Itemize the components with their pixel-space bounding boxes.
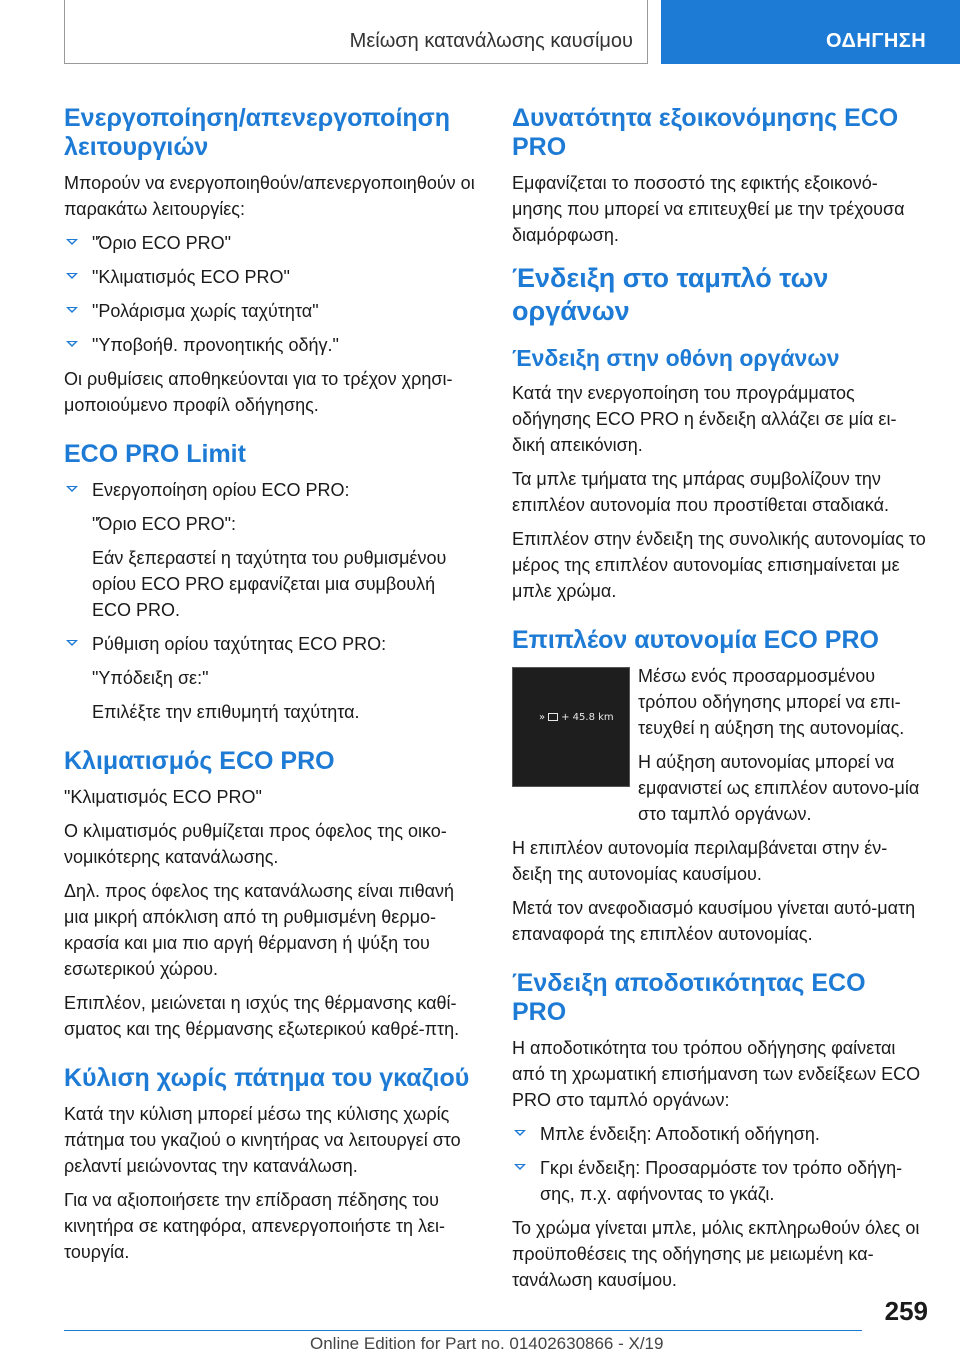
header-title-box xyxy=(64,0,648,64)
paragraph: Εμφανίζεται το ποσοστό της εφικτής εξοικονό-μησης που μπορεί να επιτευχθεί με την τρέχουσα διαμόρφωση. xyxy=(512,173,905,245)
left-column xyxy=(64,100,478,1273)
paragraph: "Κλιματισμός ECO PRO" xyxy=(64,787,262,807)
triangle-bullet-icon xyxy=(66,239,78,245)
heading-instrument-cluster: Ένδειξη στο ταμπλό των οργάνων xyxy=(512,263,829,326)
page-number: 259 xyxy=(884,1296,928,1326)
heading-eco-pro-limit: ECO PRO Limit xyxy=(64,440,246,468)
paragraph: Η αύξηση αυτονομίας μπορεί να εμφανιστεί ως επιπλέον αυτονο-μία στο ταμπλό οργάνων. xyxy=(638,752,920,824)
list-item: "Υποβοήθ. προνοητικής οδήγ." xyxy=(64,332,478,358)
heading-functions: Ενεργοποίηση/απενεργοποίηση λειτουργιών xyxy=(64,104,451,161)
triangle-bullet-icon xyxy=(66,307,78,313)
paragraph: Η αποδοτικότητα του τρόπου οδήγησης φαίνεται από τη χρωματική επισήμανση των ενδείξεων ECO PRO στο ταμπλό οργάνων: xyxy=(512,1038,921,1110)
paragraph: Δηλ. προς όφελος της κατανάλωσης είναι πιθανή μια μικρή απόκλιση από τη ρυθμισμένη θερμο-κρασία και μια πιο αργή θέρμανση ή ψύξη του εσωτερικού χώρου. xyxy=(64,881,455,979)
list-item: Μπλε ένδειξη: Αποδοτική οδήγηση. xyxy=(512,1121,926,1147)
paragraph: Η επιπλέον αυτονομία περιλαμβάνεται στην έν-δειξη της αυτονομίας καυσίμου. xyxy=(512,838,888,884)
paragraph: Επιπλέον στην ένδειξη της συνολικής αυτονομίας το μέρος της επιπλέον αυτονομίας επισημαίνεται με μπλε χρώμα. xyxy=(512,529,926,601)
paragraph: Επιπλέον, μειώνεται η ισχύς της θέρμανσης καθί-σματος και της θέρμανσης εξωτερικού καθρέ-πτη. xyxy=(64,993,460,1039)
list-item: "Κλιματισμός ECO PRO" xyxy=(64,264,478,290)
triangle-bullet-icon xyxy=(66,640,78,646)
header-chapter-tab: ΟΔΗΓΗΣΗ xyxy=(661,0,960,64)
paragraph: Για να αξιοποιήσετε την επίδραση πέδησης του κινητήρα σε κατηφόρα, απενεργοποιήστε τη λει-τουργία. xyxy=(64,1190,445,1262)
paragraph: Μέσω ενός προσαρμοσμένου τρόπου οδήγησης μπορεί να επι-τευχθεί η αύξηση της αυτονομίας. xyxy=(638,666,905,738)
paragraph: Κατά την ενεργοποίηση του προγράμματος οδήγησης ECO PRO η ένδειξη αλλάζει σε μία ει-δική απεικόνιση. xyxy=(512,383,897,455)
paragraph: Τα μπλε τμήματα της μπάρας συμβολίζουν την επιπλέον αυτονομία που προστίθεται σταδιακά. xyxy=(512,469,889,515)
heading-extra-range: Επιπλέον αυτονομία ECO PRO xyxy=(512,626,879,654)
triangle-bullet-icon xyxy=(66,486,78,492)
right-column xyxy=(512,100,926,1301)
footer-divider xyxy=(64,1330,862,1331)
extra-range-readout: » + 45.8 km xyxy=(539,712,614,723)
extra-range-display-image xyxy=(512,667,630,787)
triangle-bullet-icon xyxy=(66,341,78,347)
figure-side-text xyxy=(638,663,926,827)
list-item: Ρύθμιση ορίου ταχύτητας ECO PRO: "Υπόδειξη σε:" Επιλέξτε την επιθυμητή ταχύτητα. xyxy=(64,631,478,725)
functions-list xyxy=(64,230,478,358)
triangle-bullet-icon xyxy=(514,1164,526,1170)
heading-saving-potential: Δυνατότητα εξοικονόμησης ECO PRO xyxy=(512,104,899,161)
paragraph: Ο κλιματισμός ρυθμίζεται προς όφελος της οικο-νομικότερης κατανάλωσης. xyxy=(64,821,447,867)
paragraph: Το χρώμα γίνεται μπλε, μόλις εκπληρωθούν όλες οι προϋποθέσεις της οδήγησης με μειωμένη κα-τανάλωση καυσίμου. xyxy=(512,1218,920,1290)
heading-efficiency: Ένδειξη αποδοτικότητας ECO PRO xyxy=(512,969,866,1026)
heading-coasting: Κύλιση χωρίς πάτημα του γκαζιού xyxy=(64,1064,470,1092)
heading-instrument-display: Ένδειξη στην οθόνη οργάνων xyxy=(512,345,840,371)
heading-climate-eco-pro: Κλιματισμός ECO PRO xyxy=(64,747,335,775)
list-item: "Ρολάρισμα χωρίς ταχύτητα" xyxy=(64,298,478,324)
double-chevron-icon: » xyxy=(539,712,546,723)
paragraph: Κατά την κύλιση μπορεί μέσω της κύλισης χωρίς πάτημα του γκαζιού ο κινητήρας να λειτουργεί στο ρελαντί μειώνοντας την κατανάλωση. xyxy=(64,1104,461,1176)
paragraph-functions: Μπορούν να ενεργοποιηθούν/απενεργοποιηθούν οι παρακάτω λειτουργίες: xyxy=(64,173,475,219)
edition-note: Online Edition for Part no. 01402630866 - X/19 xyxy=(310,1334,664,1353)
extra-range-section xyxy=(512,663,926,827)
paragraph: Μετά τον ανεφοδιασμό καυσίμου γίνεται αυτό-ματη επαναφορά της επιπλέον αυτονομίας. xyxy=(512,898,916,944)
list-item: Ενεργοποίηση ορίου ECO PRO: "Όριο ECO PRO": Εάν ξεπεραστεί η ταχύτητα του ρυθμισμένου ορίου ECO PRO εμφανίζεται μια συμβουλή ECO PRO. xyxy=(64,477,478,623)
triangle-bullet-icon xyxy=(514,1130,526,1136)
limit-list xyxy=(64,477,478,725)
fuel-pump-icon xyxy=(548,713,558,721)
header-title: Μείωση κατανάλωσης καυσίμου xyxy=(349,30,633,52)
list-item: Γκρι ένδειξη: Προσαρμόστε τον τρόπο οδήγη-σης, π.χ. αφήνοντας το γκάζι. xyxy=(512,1155,926,1207)
efficiency-list xyxy=(512,1121,926,1207)
paragraph-settings: Οι ρυθμίσεις αποθηκεύονται για το τρέχον χρησι-μοποιούμενο προφίλ οδήγησης. xyxy=(64,369,453,415)
triangle-bullet-icon xyxy=(66,273,78,279)
list-item: "Όριο ECO PRO" xyxy=(64,230,478,256)
